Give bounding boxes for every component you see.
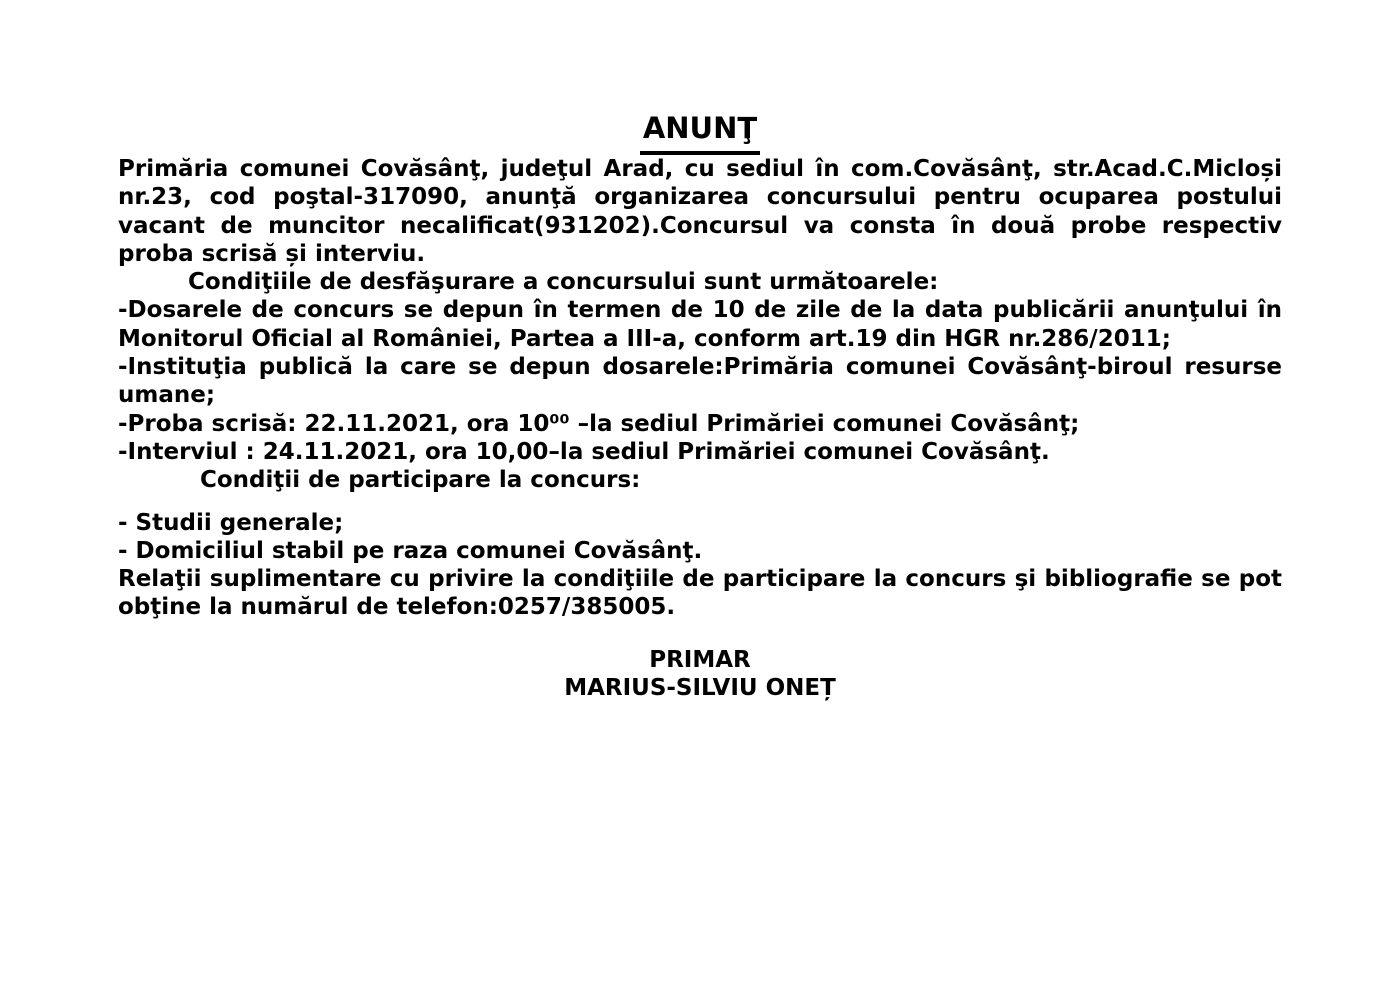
signature-role: PRIMAR <box>649 646 751 673</box>
bullet-dosare-line-2: Monitorul Oficial al României, Partea a III-a, conform art.19 din HGR nr.286/2011; <box>118 325 1171 352</box>
relatii-line-1: Relaţii suplimentare cu privire la condiţiile de participare la concurs şi bibliografie se pot <box>118 566 1282 593</box>
bullet-dosare-line-1: -Dosarele de concurs se depun în termen de 10 de zile de la data publicării anunţului în <box>118 297 1282 324</box>
bullet-studii: - Studii generale; <box>118 509 344 536</box>
bullet-domiciliul: - Domiciliul stabil pe raza comunei Covăsânţ. <box>118 537 703 564</box>
bullet-interviul: -Interviul : 24.11.2021, ora 10,00–la sediul Primăriei comunei Covăsânţ. <box>118 438 1050 465</box>
bullet-institutia-line-1: -Instituţia publică la care se depun dosarele:Primăria comunei Covăsânţ-biroul resurse <box>118 354 1282 381</box>
conditions-heading: Condiţiile de desfăşurare a concursului sunt următoarele: <box>188 269 939 296</box>
bullet-proba-scrisa: -Proba scrisă: 22.11.2021, ora 10⁰⁰ –la sediul Primăriei comunei Covăsânţ; <box>118 410 1080 437</box>
relatii-line-2: obţine la numărul de telefon:0257/385005. <box>118 594 676 621</box>
intro-line-4: proba scrisă și interviu. <box>118 240 426 267</box>
announcement-title <box>118 106 1282 155</box>
announcement-title-text: ANUNŢ <box>640 106 760 155</box>
intro-line-3: vacant de muncitor necalificat(931202).Concursul va consta în două probe respectiv <box>118 212 1282 239</box>
announcement-document <box>118 106 1282 702</box>
participation-heading: Condiţii de participare la concurs: <box>200 467 641 494</box>
intro-line-1: Primăria comunei Covăsânţ, judeţul Arad, cu sediul în com.Covăsânţ, str.Acad.C.Micloși <box>118 156 1282 182</box>
intro-line-2: nr.23, cod poştal-317090, anunţă organizarea concursului pentru ocuparea postului <box>118 184 1282 211</box>
signature-name: MARIUS-SILVIU ONEȚ <box>564 675 836 702</box>
bullet-institutia-line-2: umane; <box>118 382 216 409</box>
